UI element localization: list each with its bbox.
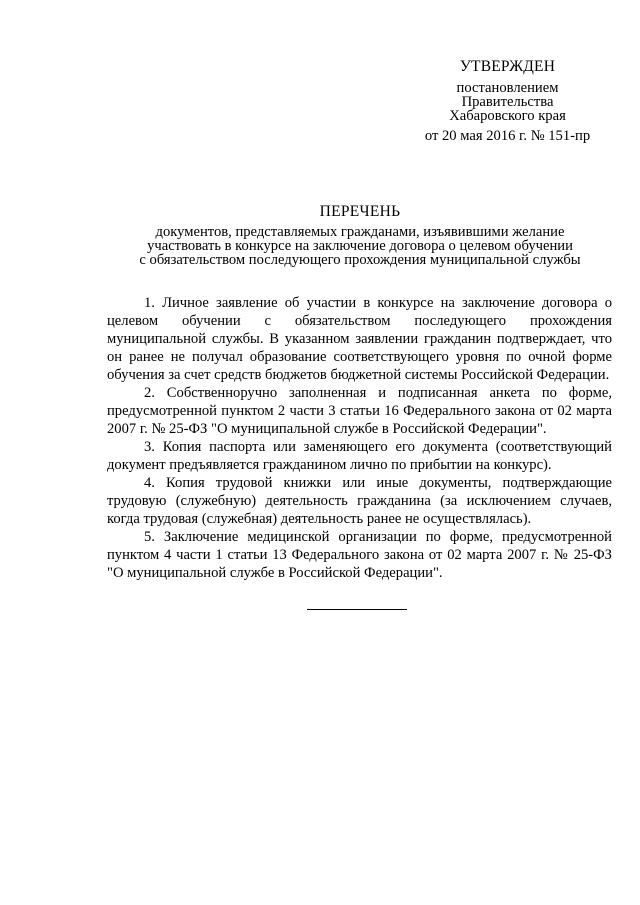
list-item: 3. Копия паспорта или заменяющего его документа (соответствующий документ предъявляется гражданином лично по прибытии на конкурс). <box>107 439 612 473</box>
approval-line-resolution: постановлением <box>456 80 559 96</box>
approval-title: УТВЕРЖДЕН <box>459 58 556 75</box>
approval-line-region: Хабаровского края <box>449 108 566 124</box>
list-item: 5. Заключение медицинской организации по форме, предусмотренной пунктом 4 части 1 статьи 13 Федерального закона от 02 марта 2007 г. № 25-ФЗ "О муниципальной службе в Российской Федерации". <box>107 529 612 581</box>
approval-date-line: от 20 мая 2016 г. № 151-пр <box>424 128 591 144</box>
list-item: 4. Копия трудовой книжки или иные документы, подтверждающие трудовую (служебную) деятельность гражданина (за исключением случаев, когда трудовая (служебная) деятельность ранее не осуществлялась). <box>107 475 612 527</box>
list-item: 2. Собственноручно заполненная и подписанная анкета по форме, предусмотренной пунктом 2 части 3 статьи 16 Федерального закона от 02 марта 2007 г. № 25-ФЗ "О муниципальной службе в Российской Федерации". <box>107 385 612 437</box>
document-title: ПЕРЕЧЕНЬ <box>319 203 401 220</box>
approval-line-government: Правительства <box>461 94 554 110</box>
subtitle-line: с обязательством последующего прохождения муниципальной службы <box>139 252 581 268</box>
approval-stamp-block <box>405 58 610 143</box>
subtitle-line: участвовать в конкурсе на заключение договора о целевом обучении <box>147 238 573 254</box>
end-separator-line <box>307 609 407 610</box>
subtitle-line: документов, представляемых гражданами, изъявившими желание <box>155 224 565 240</box>
document-subtitle <box>0 225 640 267</box>
list-item: 1. Личное заявление об участии в конкурсе на заключение договора о целевом обучении с обязательством последующего прохождения муниципальной службы. В указанном заявлении гражданин подтверждает, что он ранее не получал образование соответствующего уровня по очной форме обучения за счет средств бюджетов бюджетной системы Российской Федерации. <box>107 295 612 383</box>
document-items-list <box>107 294 612 582</box>
